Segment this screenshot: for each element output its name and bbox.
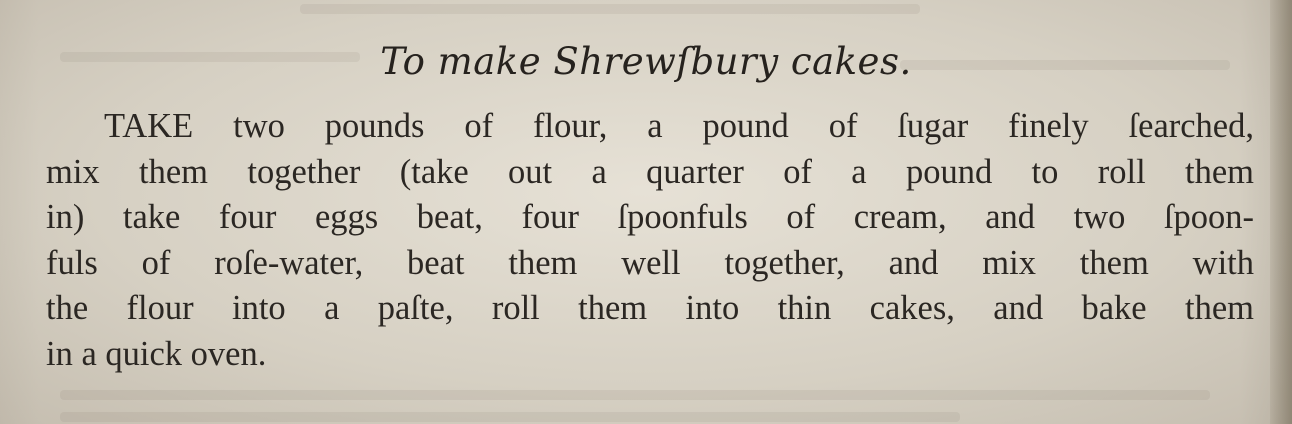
recipe-line-3: in) take four eggs beat, four ſpoonfuls of cream, and two ſpoon- <box>46 198 1254 236</box>
recipe-line-4: fuls of roſe-water, beat them well together, and mix them with <box>46 243 1254 282</box>
recipe-line-5: the flour into a paſte, roll them into thin cakes, and bake them <box>46 289 1254 327</box>
recipe-line-1: TAKE two pounds of flour, a pound of ſugar finely ſearched, <box>104 107 1254 145</box>
recipe-line-2: mix them together (take out a quarter of a pound to roll them <box>46 152 1254 191</box>
recipe-body <box>46 104 1254 377</box>
recipe-title: To make Shrewſbury cakes. <box>380 40 912 83</box>
recipe-line-6: in a quick oven. <box>46 334 267 373</box>
